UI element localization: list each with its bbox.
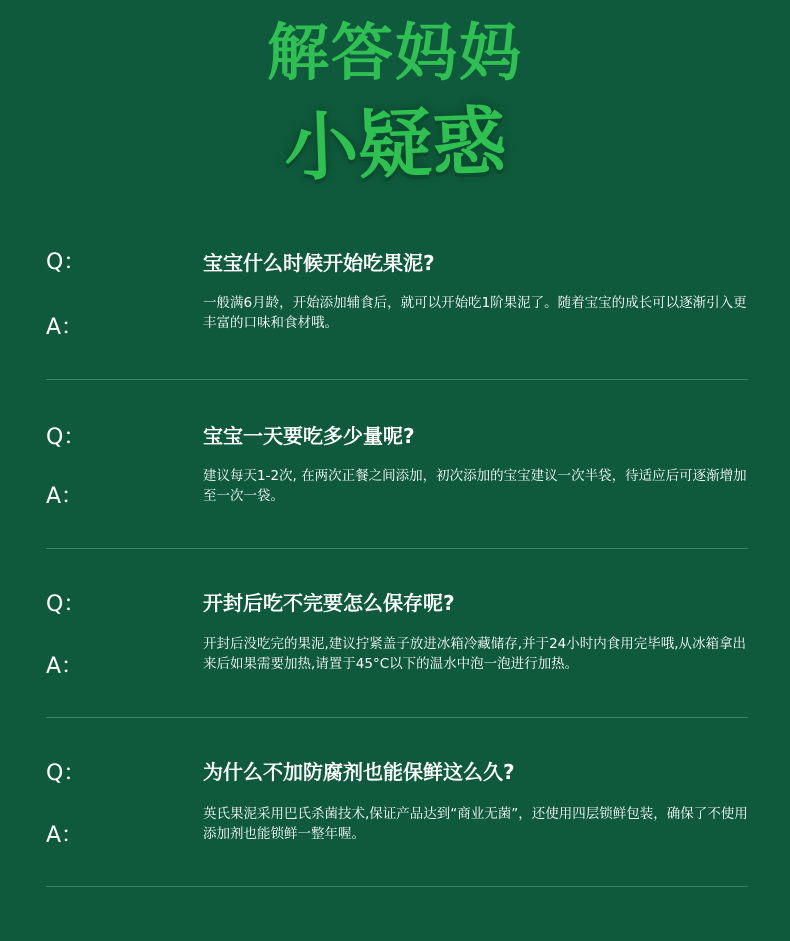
question-text: 宝宝什么时候开始吃果泥? (203, 251, 435, 275)
answer-text: 一般满6月龄，开始添加辅食后，就可以开始吃1阶果泥了。随着宝宝的成长可以逐渐引入更丰富的口味和食材哦。 (203, 295, 747, 331)
question-text: 宝宝一天要吃多少量呢? (203, 424, 415, 448)
divider (46, 548, 748, 549)
answer-text: 开封后没吃完的果泥,建议拧紧盖子放进冰箱冷藏储存,并于24小时内食用完毕哦,从冰箱拿出来后如果需要加热,请置于45°C以下的温水中泡一泡进行加热。 (203, 636, 747, 672)
divider (46, 379, 748, 380)
answer-marker: A： (46, 315, 84, 340)
answer-text: 建议每天1-2次, 在两次正餐之间添加，初次添加的宝宝建议一次半袋，待适应后可逐渐增加至一次一袋。 (203, 468, 747, 504)
question-marker: Q： (46, 425, 86, 450)
question-marker: Q： (46, 250, 86, 275)
answer-marker: A： (46, 654, 84, 679)
question-marker: Q： (46, 592, 86, 617)
answer-text: 英氏果泥采用巴氏杀菌技术,保证产品达到“商业无菌”，还使用四层锁鲜包装，确保了不使用添加剂也能锁鲜一整年喔。 (203, 806, 748, 842)
answer-marker: A： (46, 484, 84, 509)
divider (46, 717, 748, 718)
page-subtitle: 小疑惑 (282, 98, 508, 192)
answer-marker: A： (46, 823, 84, 848)
question-text: 为什么不加防腐剂也能保鲜这么久? (203, 760, 515, 784)
divider (46, 886, 748, 887)
page-title: 解答妈妈 (266, 16, 523, 89)
question-text: 开封后吃不完要怎么保存呢? (203, 591, 455, 615)
question-marker: Q： (46, 761, 86, 786)
